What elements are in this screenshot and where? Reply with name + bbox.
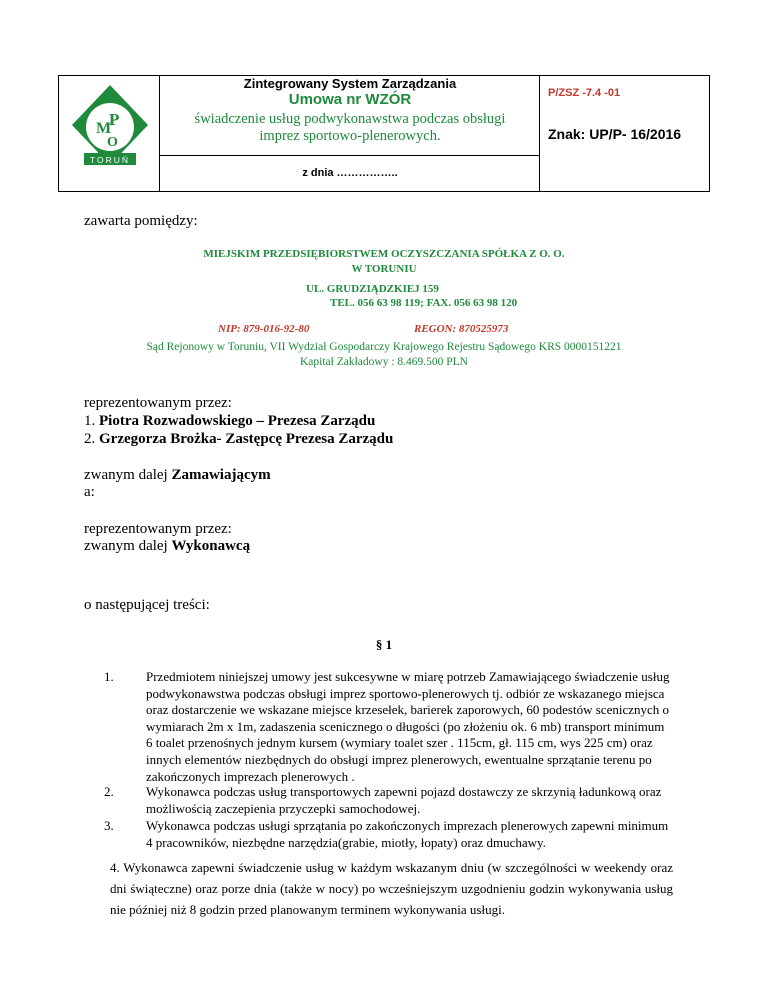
clause-1-text: Przedmiotem niniejszej umowy jest sukcesywne w miarę potrzeb Zamawiającego świadczenie usług podwykonawstwa podczas obsługi imprez sportowo-plenerowych tj. odbiór ze wskazanego miejsca oraz dostarczenie we wskazane miejsce krzesełek, barierek zaporowych, 60 podestów scenicznych o wymiarach 2m x 1m, zadaszenia scenicznego o długości (po złożeniu ok. 6 mb) transport minimum 6 toalet przenośnych jednym kursem (wymiary toalet szer . 115cm, gł. 115 cm, wys 225 cm) oraz innych elementów niezbędnych do obsługi imprez plenerowych, ewentualne sprzątanie terenu po zakończonych imprezach plenerowych . [146,669,670,784]
clause-3 [104,818,674,851]
represented-label-2: reprezentowanym przez: [84,521,232,537]
wykonawca-name: Wykonawcą [171,538,251,554]
a-line: a: [84,484,95,500]
date-line: z dnia …………….. [302,167,398,179]
system-title: Zintegrowany System Zarządzania [243,76,457,91]
representative-1-name: Piotra Rozwadowskiego – Prezesa Zarządu [99,413,376,429]
logo-city-text: TORUŃ [89,155,131,165]
representative-1 [84,413,375,430]
clause-4-num: 4. [110,860,120,875]
wykonawca-prefix: zwanym dalej [84,538,172,554]
logo-letter-m: M [96,120,112,137]
document-code: P/ZSZ -7.4 -01 [548,87,621,99]
contract-subject [160,111,540,145]
intro-text: zawarta pomiędzy: [84,213,198,229]
clause-1 [104,669,674,785]
clause-3-text: Wykonawca podczas usługi sprzątania po zakończonych imprezach plenerowych zapewni minimum 4 pracowników, niezbędne narzędzia(grabie, miotły, łopaty) oraz dmuchawy. [146,818,669,850]
content-intro: o następującej treści: [84,597,210,613]
mpo-logo [70,83,150,171]
clause-4-text: Wykonawca zapewni świadczenie usług w każdym wskazanym dniu (w szczególności w weekendy oraz dni świąteczne) oraz porze dnia (także w nocy) po wcześniejszym uzgodnieniu godzin wykonywania usług nie później niż 8 godzin przed planowanym terminem wykonywania usługi. [110,860,674,917]
represented-label: reprezentowanym przez: [84,395,232,411]
clause-3-num: 3. [104,818,114,833]
clause-2-text: Wykonawca podczas usług transportowych zapewni pojazd dostawczy ze skrzynią ładunkową oraz możliwością zaczepienia przyczepki samochodowej. [146,784,662,816]
representative-1-num: 1. [84,413,96,429]
company-nip: NIP: 879-016-92-80 [218,323,310,335]
logo-letter-p: P [109,110,120,129]
representative-2-name: Grzegorza Brożka- Zastępcę Prezesa Zarządu [99,431,394,447]
company-regon: REGON: 870525973 [414,323,509,335]
header-divider-horizontal [159,155,540,156]
zamawiajacy-line [84,467,271,484]
company-name-line1: MIEJSKIM PRZEDSIĘBIORSTWEM OCZYSZCZANIA SPÓŁKA Z O. O. [203,248,565,260]
logo-letter-o: O [107,135,118,150]
company-address: UL. GRUDZIĄDZKIEJ 159 [306,283,439,295]
paragraph-sign: § 1 [375,637,393,652]
company-name-line2: W TORUNIU [351,263,417,275]
zamawiajacy-prefix: zwanym dalej [84,467,172,483]
company-name [100,247,668,277]
contract-subject-line1: świadczenie usług podwykonawstwa podczas obsługi [194,111,506,127]
clause-4 [110,857,673,920]
zamawiajacy-name: Zamawiającym [171,467,271,483]
contract-title: Umowa nr WZÓR [288,91,412,108]
representative-2 [84,431,393,448]
company-capital: Kapitał Zakładowy : 8.469.500 PLN [299,356,468,368]
clause-2-num: 2. [104,784,114,799]
representative-2-num: 2. [84,431,96,447]
company-phones: TEL. 056 63 98 119; FAX. 056 63 98 120 [330,297,518,309]
clause-2 [104,784,674,817]
company-court: Sąd Rejonowy w Toruniu, VII Wydział Gospodarczy Krajowego Rejestru Sądowego KRS 0000151221 [146,341,622,353]
reference-sign: Znak: UP/P- 16/2016 [548,126,682,142]
wykonawca-line [84,538,250,555]
clause-1-num: 1. [104,669,114,684]
contract-subject-line2: imprez sportowo-plenerowych. [259,128,441,144]
